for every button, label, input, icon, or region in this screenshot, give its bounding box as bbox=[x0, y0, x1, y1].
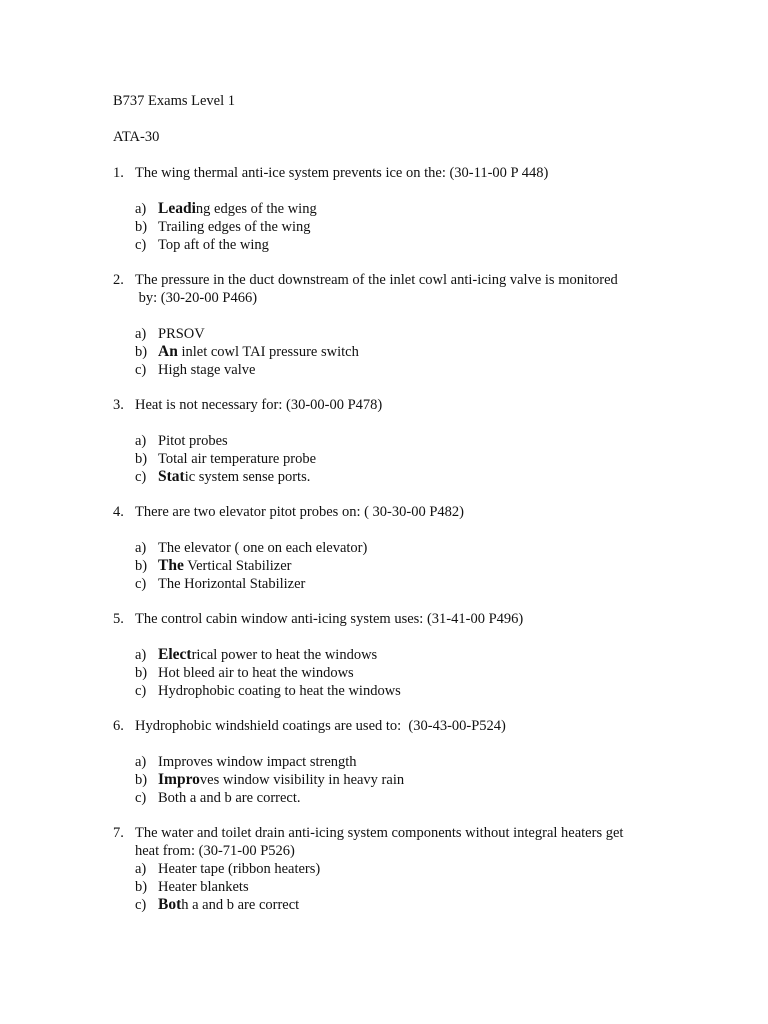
option-text: PRSOV bbox=[158, 326, 205, 342]
option-label: b) bbox=[135, 344, 148, 360]
option-text: Both a and b are correct. bbox=[158, 790, 301, 806]
option-label: a) bbox=[135, 326, 147, 342]
option-text: inlet cowl TAI pressure switch bbox=[177, 344, 359, 360]
option-bold-text: Stat bbox=[158, 468, 185, 485]
option-text: Trailing edges of the wing bbox=[158, 219, 311, 235]
option-label: c) bbox=[135, 362, 147, 378]
option-label: b) bbox=[135, 879, 148, 895]
option-text: The elevator ( one on each elevator) bbox=[158, 540, 368, 556]
option-c bbox=[113, 575, 673, 593]
question-3 bbox=[113, 396, 673, 486]
option-label: b) bbox=[135, 451, 148, 467]
option-b bbox=[113, 557, 673, 575]
section-heading: ATA-30 bbox=[113, 129, 160, 145]
option-a bbox=[113, 539, 673, 557]
question-number: 1. bbox=[113, 165, 124, 181]
option-label: c) bbox=[135, 683, 147, 699]
option-label: b) bbox=[135, 772, 148, 788]
option-label: a) bbox=[135, 201, 147, 217]
option-label: b) bbox=[135, 219, 148, 235]
question-text: The pressure in the duct downstream of the inlet cowl anti-icing valve is monitored bbox=[135, 272, 618, 288]
option-c bbox=[113, 236, 673, 254]
option-label: b) bbox=[135, 665, 148, 681]
question-number: 7. bbox=[113, 825, 124, 841]
option-label: c) bbox=[135, 897, 147, 913]
question-2 bbox=[113, 271, 673, 379]
option-text: Vertical Stabilizer bbox=[183, 558, 292, 574]
option-label: a) bbox=[135, 433, 147, 449]
option-label: c) bbox=[135, 790, 147, 806]
option-a bbox=[113, 200, 673, 218]
option-a bbox=[113, 325, 673, 343]
option-text: Heater tape (ribbon heaters) bbox=[158, 861, 321, 877]
option-text: Hydrophobic coating to heat the windows bbox=[158, 683, 401, 699]
option-label: a) bbox=[135, 647, 147, 663]
question-number: 3. bbox=[113, 397, 124, 413]
option-b bbox=[113, 343, 673, 361]
option-text: Heater blankets bbox=[158, 879, 249, 895]
option-text: ves window visibility in heavy rain bbox=[199, 772, 405, 788]
option-c bbox=[113, 682, 673, 700]
question-6 bbox=[113, 717, 673, 807]
option-c bbox=[113, 896, 673, 914]
option-bold-text: Leadi bbox=[158, 200, 196, 217]
option-label: a) bbox=[135, 861, 147, 877]
option-text: The Horizontal Stabilizer bbox=[158, 576, 306, 592]
option-label: a) bbox=[135, 754, 147, 770]
question-text: Hydrophobic windshield coatings are used to: (30-43-00-P524) bbox=[135, 718, 506, 734]
option-c bbox=[113, 789, 673, 807]
option-text: rical power to heat the windows bbox=[191, 647, 378, 663]
option-text: Pitot probes bbox=[158, 433, 228, 449]
option-text: High stage valve bbox=[158, 362, 256, 378]
option-bold-text: The bbox=[158, 557, 184, 574]
option-a bbox=[113, 646, 673, 664]
option-b bbox=[113, 878, 673, 896]
option-label: a) bbox=[135, 540, 147, 556]
option-label: c) bbox=[135, 469, 147, 485]
option-label: c) bbox=[135, 237, 147, 253]
question-text: The control cabin window anti-icing system uses: (31-41-00 P496) bbox=[135, 611, 524, 627]
option-a bbox=[113, 860, 673, 878]
option-b bbox=[113, 218, 673, 236]
option-bold-text: Bot bbox=[158, 896, 182, 913]
option-c bbox=[113, 468, 673, 486]
question-text: The wing thermal anti-ice system prevents ice on the: (30-11-00 P 448) bbox=[135, 165, 549, 181]
option-text: ic system sense ports. bbox=[184, 469, 311, 485]
option-text: Hot bleed air to heat the windows bbox=[158, 665, 354, 681]
option-a bbox=[113, 753, 673, 771]
question-1 bbox=[113, 164, 673, 254]
question-text-continued: by: (30-20-00 P466) bbox=[135, 290, 258, 306]
question-5 bbox=[113, 610, 673, 700]
option-b bbox=[113, 450, 673, 468]
question-7 bbox=[113, 824, 673, 914]
option-text: Improves window impact strength bbox=[158, 754, 357, 770]
option-a bbox=[113, 432, 673, 450]
option-c bbox=[113, 361, 673, 379]
option-label: b) bbox=[135, 558, 148, 574]
option-text: h a and b are correct bbox=[181, 897, 300, 913]
question-text-continued: heat from: (30-71-00 P526) bbox=[135, 843, 295, 859]
option-text: ng edges of the wing bbox=[195, 201, 317, 217]
question-text: There are two elevator pitot probes on: ( 30-30-00 P482) bbox=[135, 504, 464, 520]
question-text: Heat is not necessary for: (30-00-00 P478) bbox=[135, 397, 383, 413]
question-number: 5. bbox=[113, 611, 124, 627]
question-number: 4. bbox=[113, 504, 124, 520]
option-bold-text: An bbox=[158, 343, 178, 360]
question-number: 6. bbox=[113, 718, 124, 734]
question-text: The water and toilet drain anti-icing system components without integral heaters get bbox=[135, 825, 624, 841]
option-b bbox=[113, 664, 673, 682]
option-label: c) bbox=[135, 576, 147, 592]
question-4 bbox=[113, 503, 673, 593]
option-text: Top aft of the wing bbox=[158, 237, 269, 253]
question-number: 2. bbox=[113, 272, 124, 288]
option-text: Total air temperature probe bbox=[158, 451, 317, 467]
option-b bbox=[113, 771, 673, 789]
option-bold-text: Elect bbox=[158, 646, 192, 663]
document-title: B737 Exams Level 1 bbox=[113, 93, 236, 109]
option-bold-text: Impro bbox=[158, 771, 200, 788]
